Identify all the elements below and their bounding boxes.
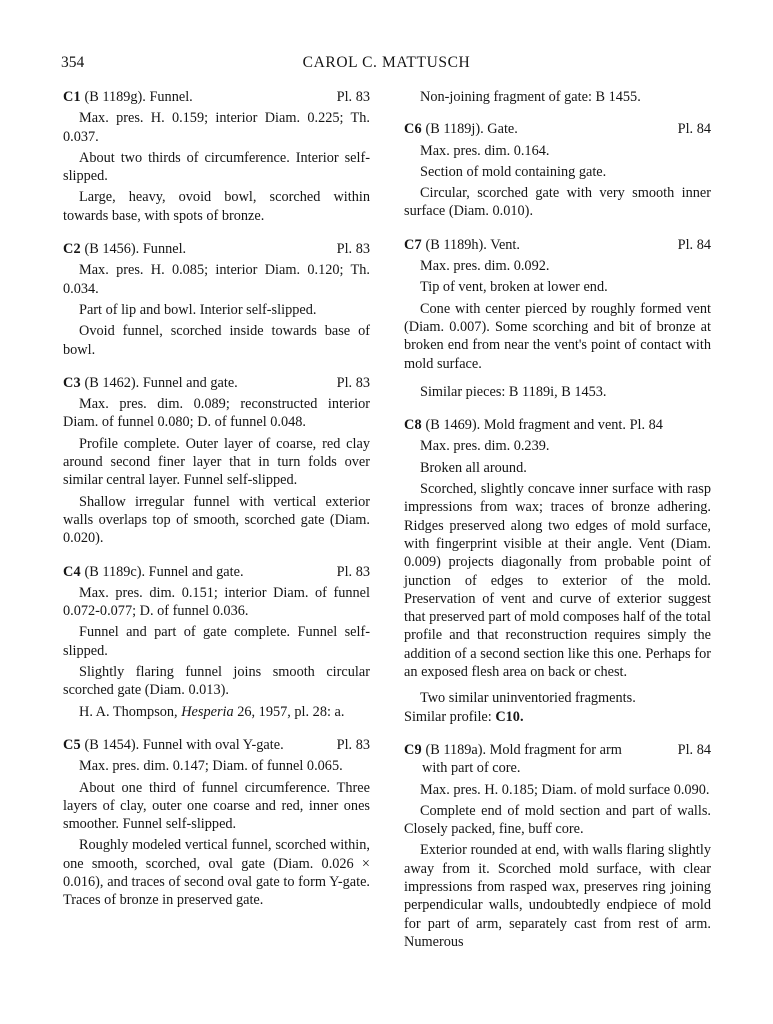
preservation: Profile complete. Outer layer of coarse, red clay around second finer layer that in turn folds over similar central layer. Funnel self-slipped. xyxy=(63,435,370,489)
inventory-number: (B 1189h). xyxy=(425,236,487,253)
plate-reference: Pl. 84 xyxy=(677,121,711,138)
catalog-entry-c1 xyxy=(63,88,370,225)
inventory-number: (B 1454). xyxy=(84,736,140,753)
entry-heading xyxy=(63,736,370,754)
description: Scorched, slightly concave inner surface with rasp impressions from wax; traces of bronze adhering. Ridges preserved along two edges of mold surface, with fingerprint visible at their angle. Vent (Diam. 0.009) projects diagonally from probable point of junction of edges to exterior of the mold. Preservation of vent and curve of exterior suggest that preserved part of mold composes half of the total profile and that reconstruction requires simply the addition of a second section like this one. Perhaps for an exposed flesh area on back or chest. xyxy=(404,481,711,681)
measurements: Max. pres. dim. 0.147; Diam. of funnel 0.065. xyxy=(79,758,343,775)
plate-reference: Pl. 83 xyxy=(336,374,370,391)
preservation: Section of mold containing gate. xyxy=(420,163,607,180)
plate-reference: Pl. 83 xyxy=(336,241,370,258)
plate-reference: Pl. 84 xyxy=(629,417,663,434)
inventory-number: (B 1462). xyxy=(84,374,140,391)
catalog-entry-c6 xyxy=(404,120,711,220)
entry-heading xyxy=(63,563,370,581)
description: Large, heavy, ovoid bowl, scorched within towards base, with spots of bronze. xyxy=(63,189,370,224)
measurements: Max. pres. dim. 0.151; interior Diam. of funnel 0.072-0.077; D. of funnel 0.036. xyxy=(63,584,370,620)
plate-reference: Pl. 83 xyxy=(336,89,370,105)
catalog-number: C7 xyxy=(404,236,422,253)
catalog-number: C9 xyxy=(404,741,422,758)
description: Slightly flaring funnel joins smooth circular scorched gate (Diam. 0.013). xyxy=(63,664,370,699)
inventory-number: (B 1189a). xyxy=(425,741,487,758)
preservation: Part of lip and bowl. Interior self-slipped. xyxy=(79,301,317,318)
similar-profile-label: Similar profile: xyxy=(404,708,492,725)
preservation: Funnel and part of gate complete. Funnel self-slipped. xyxy=(63,624,370,659)
left-column xyxy=(63,88,370,925)
catalog-number: C1 xyxy=(63,89,81,105)
bibliography-citation: 26, 1957, pl. 28: a. xyxy=(237,703,345,720)
description: Ovoid funnel, scorched inside towards base of bowl. xyxy=(63,323,370,358)
description: Cone with center pierced by roughly formed vent (Diam. 0.007). Some scorching and bit of bronze at broken end from near the vent's point of contact with mold surface. xyxy=(404,300,711,372)
description: Circular, scorched gate with very smooth inner surface (Diam. 0.010). xyxy=(404,185,711,220)
page-number: 354 xyxy=(61,54,85,71)
entry-heading xyxy=(63,374,370,392)
description: Shallow irregular funnel with vertical exterior walls overlaps top of smooth, scorched gate (Diam. 0.020). xyxy=(63,493,370,547)
catalog-number: C8 xyxy=(404,417,422,434)
description: Exterior rounded at end, with walls flaring slightly away from it. Scorched mold surface, with clear impressions from rasped wax, preserves ring joining perpendicular walls, undoubtedly endpiece of mold for part of arm, separately cast from rest of arm. Numerous xyxy=(404,842,711,950)
measurements: Max. pres. H. 0.185; Diam. of mold surface 0.090. xyxy=(420,781,710,798)
plate-reference: Pl. 84 xyxy=(677,741,711,758)
catalog-entry-c2 xyxy=(63,240,370,359)
catalog-number: C2 xyxy=(63,241,81,258)
cross-reference: C10. xyxy=(495,708,524,725)
catalog-number: C4 xyxy=(63,563,81,580)
measurements: Max. pres. H. 0.085; interior Diam. 0.120; Th. 0.034. xyxy=(63,262,370,297)
catalog-number: C5 xyxy=(63,736,81,753)
entry-title-continuation: with part of core. xyxy=(422,760,521,777)
catalog-entry-c8 xyxy=(404,416,711,726)
similar-pieces: Similar pieces: B 1189i, B 1453. xyxy=(420,383,607,400)
entry-heading xyxy=(404,120,711,138)
preservation: About two thirds of circumference. Interior self-slipped. xyxy=(63,149,370,185)
inventory-number: (B 1189g). xyxy=(84,89,146,105)
similar-profile xyxy=(404,708,711,726)
entry-title: Funnel with oval Y-gate. xyxy=(142,736,284,753)
entry-heading xyxy=(404,236,711,254)
entry-heading xyxy=(63,88,370,106)
catalog-entry-c9 xyxy=(404,741,711,951)
entry-title: Mold fragment and vent. xyxy=(483,417,626,434)
bibliography-author: H. A. Thompson, xyxy=(79,703,178,720)
measurements: Max. pres. dim. 0.092. xyxy=(420,258,550,275)
preservation: Tip of vent, broken at lower end. xyxy=(420,279,608,296)
catalog-entry-c5 xyxy=(63,736,370,910)
description: Roughly modeled vertical funnel, scorched within, one smooth, scorched, oval gate (Diam. 0.026 × 0.016), and traces of second oval gate to form Y-gate. Traces of bronze in preserved gate. xyxy=(63,837,370,909)
entry-title: Funnel. xyxy=(149,89,193,105)
entry-title: Gate. xyxy=(487,121,518,138)
journal-title: Hesperia xyxy=(181,703,234,720)
measurements: Max. pres. dim. 0.089; reconstructed interior Diam. of funnel 0.080; D. of funnel 0.048. xyxy=(63,396,370,431)
catalog-entry-c3 xyxy=(63,374,370,548)
similar-fragments: Two similar uninventoried fragments. xyxy=(420,690,636,707)
measurements: Max. pres. H. 0.159; interior Diam. 0.225; Th. 0.037. xyxy=(63,110,370,145)
running-head-author: CAROL C. MATTUSCH xyxy=(302,54,471,71)
inventory-number: (B 1456). xyxy=(84,241,140,258)
catalog-entry-c7 xyxy=(404,236,711,401)
catalog-entry-c4 xyxy=(63,563,370,721)
plate-reference: Pl. 84 xyxy=(677,236,711,253)
plate-reference: Pl. 83 xyxy=(336,563,370,580)
plate-reference: Pl. 83 xyxy=(336,736,370,753)
inventory-number: (B 1189c). xyxy=(84,563,146,580)
entry-heading xyxy=(63,240,370,258)
entry-title: Funnel. xyxy=(142,241,187,258)
entry-title: Vent. xyxy=(490,236,520,253)
catalog-number: C6 xyxy=(404,121,422,138)
entry-heading xyxy=(404,416,711,434)
measurements: Max. pres. dim. 0.164. xyxy=(420,142,550,159)
preservation: Complete end of mold section and part of walls. Closely packed, fine, buff core. xyxy=(404,802,711,838)
right-column xyxy=(404,88,711,966)
inventory-number: (B 1469). xyxy=(425,417,481,434)
entry-heading xyxy=(404,741,711,778)
entry-title: Funnel and gate. xyxy=(148,563,244,580)
bibliography xyxy=(63,703,370,721)
preservation: About one third of funnel circumference. Three layers of clay, outer one coarse and red, inner ones smoother. Funnel self-slipped. xyxy=(63,779,370,833)
entry-title: Mold fragment for arm xyxy=(489,741,622,758)
preservation: Broken all around. xyxy=(420,459,527,476)
inventory-number: (B 1189j). xyxy=(425,121,484,138)
continuation-text: Non-joining fragment of gate: B 1455. xyxy=(420,89,641,105)
page-header xyxy=(61,54,712,78)
entry-title: Funnel and gate. xyxy=(142,374,238,391)
catalog-number: C3 xyxy=(63,374,81,391)
measurements: Max. pres. dim. 0.239. xyxy=(420,438,550,455)
